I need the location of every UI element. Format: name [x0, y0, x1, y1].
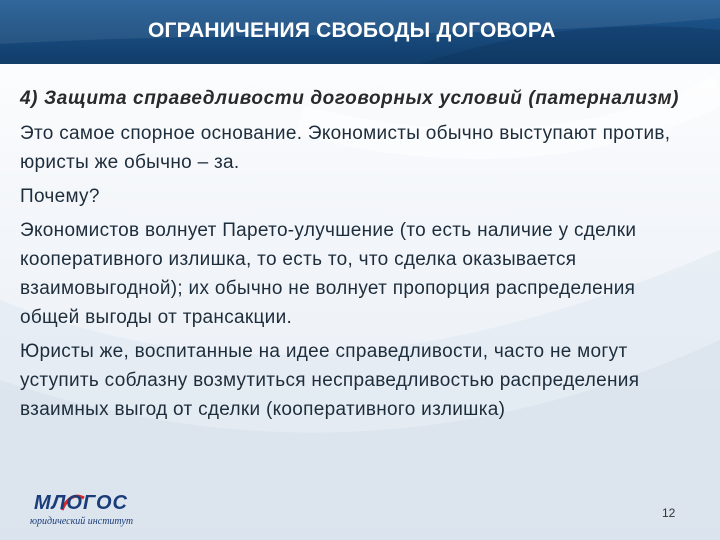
paragraph-4: Юристы же, воспитанные на идее справедливости, часто не могут уступить соблазну возмутиться несправедливостью распределения взаимных выгод от сделки (кооперативного излишка) [20, 341, 640, 420]
section-heading: 4) Защита справедливости договорных условий (патернализм) [20, 88, 680, 109]
slide-title: ОГРАНИЧЕНИЯ СВОБОДЫ ДОГОВОРА [148, 19, 556, 42]
paragraph-2: Почему? [20, 186, 100, 207]
logo [28, 492, 158, 532]
page-number: 12 [662, 506, 676, 520]
logo-subtitle: юридический институт [30, 516, 134, 527]
slide-body [20, 84, 700, 429]
slide-header [0, 0, 720, 64]
logo-wordmark: МЛОГОС [34, 492, 128, 514]
paragraph-1: Это самое спорное основание. Экономисты обычно выступают против, юристы же обычно – за. [20, 123, 671, 173]
paragraph-3: Экономистов волнует Парето-улучшение (то есть наличие у сделки кооперативного излишка, то есть то, что сделка оказывается взаимовыгодной); их обычно не волнует пропорция распределения общей выгоды от трансакции. [20, 220, 637, 328]
